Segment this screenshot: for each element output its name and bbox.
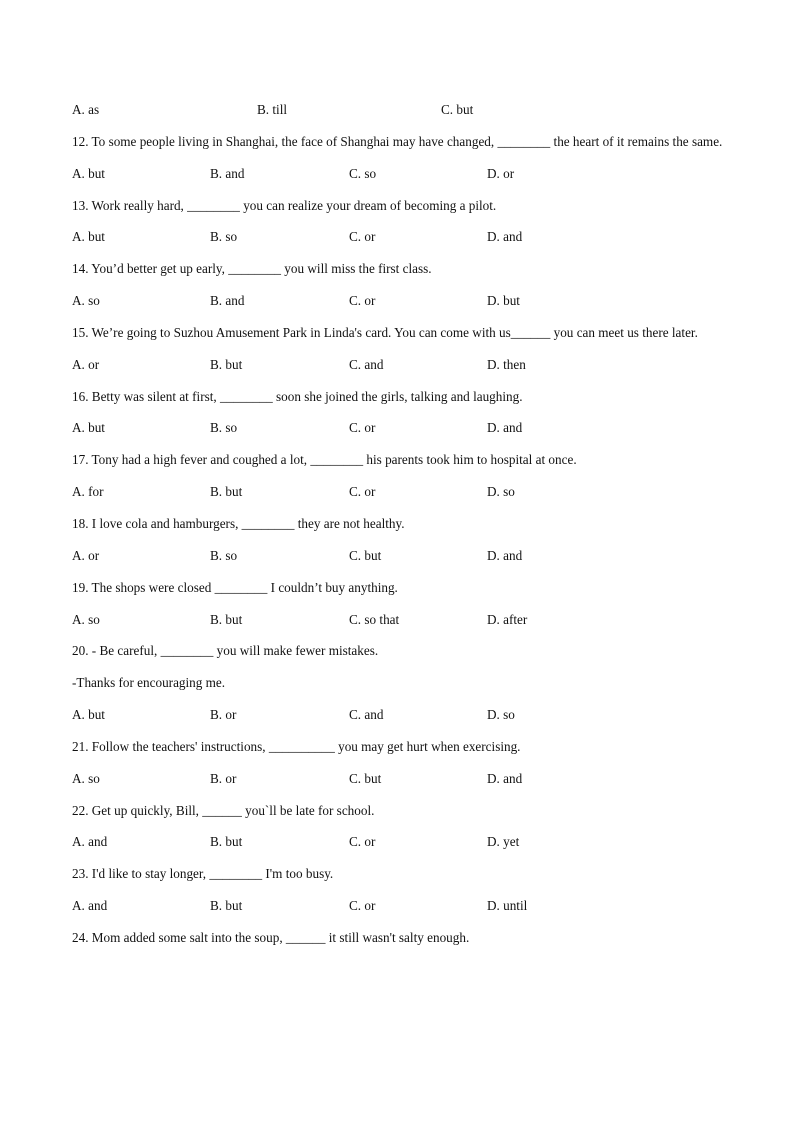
question-19-stem: 19. The shops were closed ________ I couldn’t buy anything. [72, 579, 398, 595]
option-15-c: C. and [349, 356, 384, 372]
options-row-22 [72, 826, 724, 858]
options-row-13 [72, 221, 724, 253]
option-14-d: D. but [487, 293, 520, 309]
option-21-a: A. so [72, 770, 100, 786]
option-19-d: D. after [487, 611, 528, 627]
options-row-14 [72, 285, 724, 317]
question-13-stem: 13. Work really hard, ________ you can realize your dream of becoming a pilot. [72, 197, 497, 213]
option-13-d: D. and [487, 229, 523, 245]
question-15-stem: 15. We’re going to Suzhou Amusement Park in Linda's card. You can come with us______ you can meet us there later. [72, 324, 698, 340]
option-18-d: D. and [487, 547, 523, 563]
options-row-19 [72, 604, 724, 636]
question-20-reply: -Thanks for encouraging me. [72, 675, 226, 691]
option-18-b: B. so [210, 547, 238, 563]
option-22-d: D. yet [487, 834, 520, 850]
option-19-b: B. but [210, 611, 243, 627]
options-row-11 [72, 94, 724, 126]
options-row-16 [72, 412, 724, 444]
question-17-stem: 17. Tony had a high fever and coughed a lot, ________ his parents took him to hospital at once. [72, 452, 577, 468]
option-18-a: A. or [72, 547, 100, 563]
options-row-17 [72, 476, 724, 508]
options-row-18 [72, 540, 724, 572]
option-15-b: B. but [210, 356, 243, 372]
option-17-d: D. so [487, 484, 515, 500]
option-13-c: C. or [349, 229, 376, 245]
option-16-c: C. or [349, 420, 376, 436]
option-11-b: B. till [257, 102, 288, 117]
option-14-a: A. so [72, 293, 100, 309]
option-20-d: D. so [487, 707, 515, 723]
option-21-c: C. but [349, 770, 382, 786]
option-11-a: A. as [72, 102, 100, 117]
question-23-stem: 23. I'd like to stay longer, ________ I'm too busy. [72, 866, 334, 882]
option-21-b: B. or [210, 770, 237, 786]
option-23-b: B. but [210, 898, 243, 914]
option-16-d: D. and [487, 420, 523, 436]
question-24-stem: 24. Mom added some salt into the soup, ______ it still wasn't salty enough. [72, 929, 470, 945]
option-23-d: D. until [487, 898, 528, 914]
options-row-12 [72, 158, 724, 190]
question-16-stem: 16. Betty was silent at first, ________ soon she joined the girls, talking and laughing. [72, 388, 523, 404]
option-15-a: A. or [72, 356, 100, 372]
option-12-d: D. or [487, 165, 515, 181]
option-14-c: C. or [349, 293, 376, 309]
options-row-15 [72, 349, 724, 381]
option-21-d: D. and [487, 770, 523, 786]
option-22-c: C. or [349, 834, 376, 850]
option-23-c: C. or [349, 898, 376, 914]
option-17-c: C. or [349, 484, 376, 500]
question-14-stem: 14. You’d better get up early, ________ you will miss the first class. [72, 261, 432, 277]
option-13-a: A. but [72, 229, 105, 245]
option-11-c: C. but [441, 102, 474, 117]
question-22-stem: 22. Get up quickly, Bill, ______ you`ll be late for school. [72, 802, 375, 818]
option-13-b: B. so [210, 229, 238, 245]
option-12-b: B. and [210, 165, 245, 181]
option-22-a: A. and [72, 834, 108, 850]
option-22-b: B. but [210, 834, 243, 850]
option-16-a: A. but [72, 420, 105, 436]
option-12-c: C. so [349, 165, 377, 181]
option-17-a: A. for [72, 484, 104, 500]
option-23-a: A. and [72, 898, 108, 914]
option-20-b: B. or [210, 707, 237, 723]
option-15-d: D. then [487, 356, 526, 372]
question-12-stem: 12. To some people living in Shanghai, the face of Shanghai may have changed, ________ the heart of it remains the same. [72, 133, 723, 149]
options-row-20 [72, 699, 724, 731]
question-20-stem: 20. - Be careful, ________ you will make fewer mistakes. [72, 643, 379, 659]
options-row-23 [72, 890, 724, 922]
option-12-a: A. but [72, 165, 105, 181]
option-19-c: C. so that [349, 611, 400, 627]
option-16-b: B. so [210, 420, 238, 436]
option-19-a: A. so [72, 611, 100, 627]
option-18-c: C. but [349, 547, 382, 563]
option-17-b: B. but [210, 484, 243, 500]
question-21-stem: 21. Follow the teachers' instructions, __________ you may get hurt when exercising. [72, 738, 521, 754]
question-18-stem: 18. I love cola and hamburgers, ________ they are not healthy. [72, 515, 405, 531]
question-list [72, 94, 724, 954]
options-row-21 [72, 763, 724, 795]
option-20-c: C. and [349, 707, 384, 723]
option-14-b: B. and [210, 293, 245, 309]
option-20-a: A. but [72, 707, 105, 723]
